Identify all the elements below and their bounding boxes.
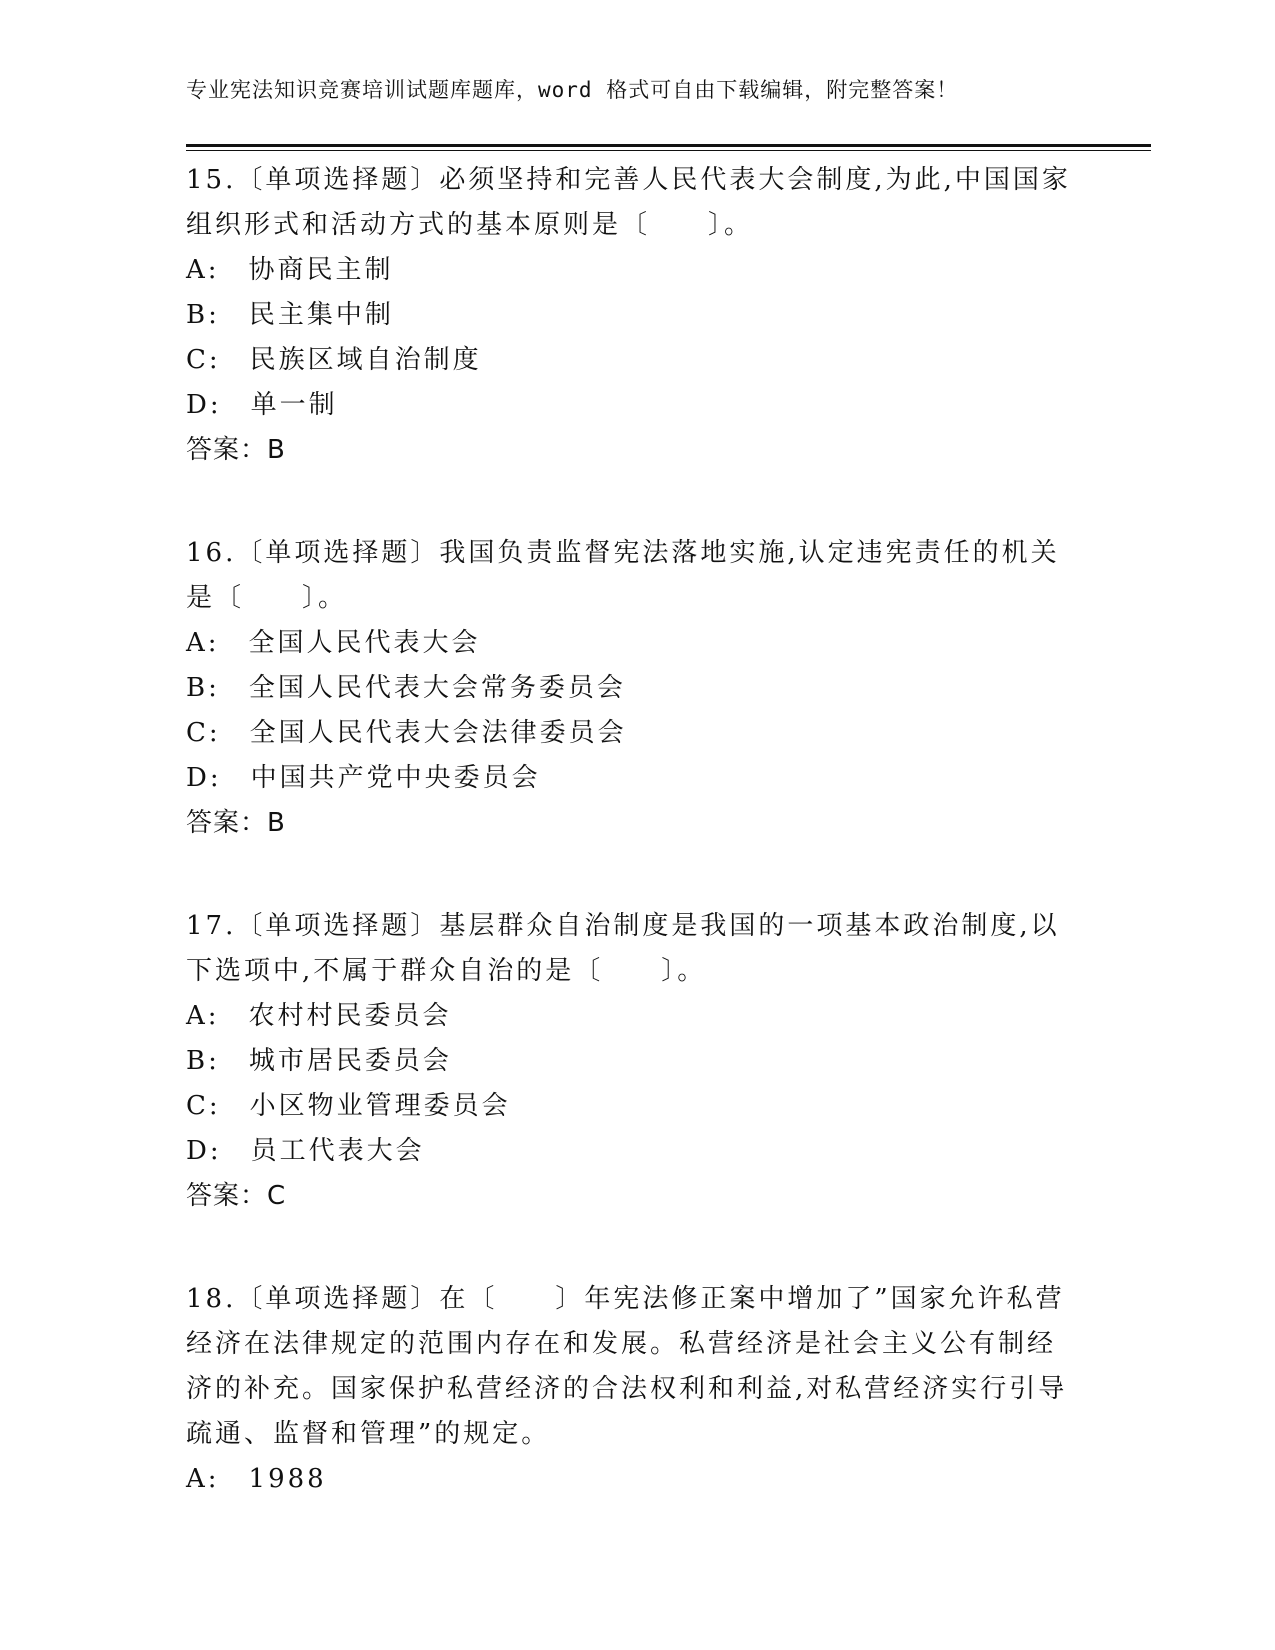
- option-a: A: 协商民主制: [186, 255, 394, 285]
- question-stem-line: 16.〔单项选择题〕我国负责监督宪法落地实施,认定违宪责任的机关: [186, 538, 1060, 568]
- page-header: 专业宪法知识竞赛培训试题库题库，word 格式可自由下载编辑，附完整答案！: [186, 78, 959, 102]
- option-c: C: 小区物业管理委员会: [186, 1091, 511, 1121]
- question-stem: [186, 531, 1106, 621]
- question-stem: [186, 1277, 1106, 1457]
- question-stem-line: 18.〔单项选择题〕在〔 〕年宪法修正案中增加了”国家允许私营: [186, 1284, 1065, 1314]
- option-a: A: 1988: [186, 1464, 327, 1494]
- question-stem-line: 疏通、监督和管理”的规定。: [186, 1419, 551, 1449]
- question-stem-line: 15.〔单项选择题〕必须坚持和完善人民代表大会制度,为此,中国国家: [186, 165, 1071, 195]
- answer-line: 答案：B: [186, 808, 286, 838]
- question-stem-line: 济的补充。国家保护私营经济的合法权利和利益,对私营经济实行引导: [186, 1374, 1068, 1404]
- question-stem-line: 组织形式和活动方式的基本原则是〔 〕。: [186, 210, 754, 240]
- question-17: [186, 904, 1106, 1219]
- option-a: A: 农村村民委员会: [186, 1001, 452, 1031]
- header-divider-thin: [186, 150, 1151, 151]
- question-15: [186, 158, 1106, 473]
- option-d: D: 单一制: [186, 390, 338, 420]
- option-c: C: 民族区域自治制度: [186, 345, 482, 375]
- question-stem-line: 17.〔单项选择题〕基层群众自治制度是我国的一项基本政治制度,以: [186, 911, 1060, 941]
- question-18: [186, 1277, 1106, 1502]
- question-list: [186, 158, 1106, 1560]
- header-divider-thick: [186, 144, 1151, 147]
- option-b: B: 民主集中制: [186, 300, 394, 330]
- answer-line: 答案：B: [186, 435, 286, 465]
- question-stem-line: 是〔 〕。: [186, 583, 348, 613]
- option-b: B: 城市居民委员会: [186, 1046, 452, 1076]
- option-c: C: 全国人民代表大会法律委员会: [186, 718, 627, 748]
- question-stem: [186, 158, 1106, 248]
- question-stem-line: 下选项中,不属于群众自治的是〔 〕。: [186, 956, 707, 986]
- option-b: B: 全国人民代表大会常务委员会: [186, 673, 626, 703]
- option-a: A: 全国人民代表大会: [186, 628, 481, 658]
- answer-line: 答案：C: [186, 1181, 287, 1211]
- option-d: D: 中国共产党中央委员会: [186, 763, 541, 793]
- question-stem: [186, 904, 1106, 994]
- question-16: [186, 531, 1106, 846]
- question-stem-line: 经济在法律规定的范围内存在和发展。私营经济是社会主义公有制经: [186, 1329, 1057, 1359]
- option-d: D: 员工代表大会: [186, 1136, 425, 1166]
